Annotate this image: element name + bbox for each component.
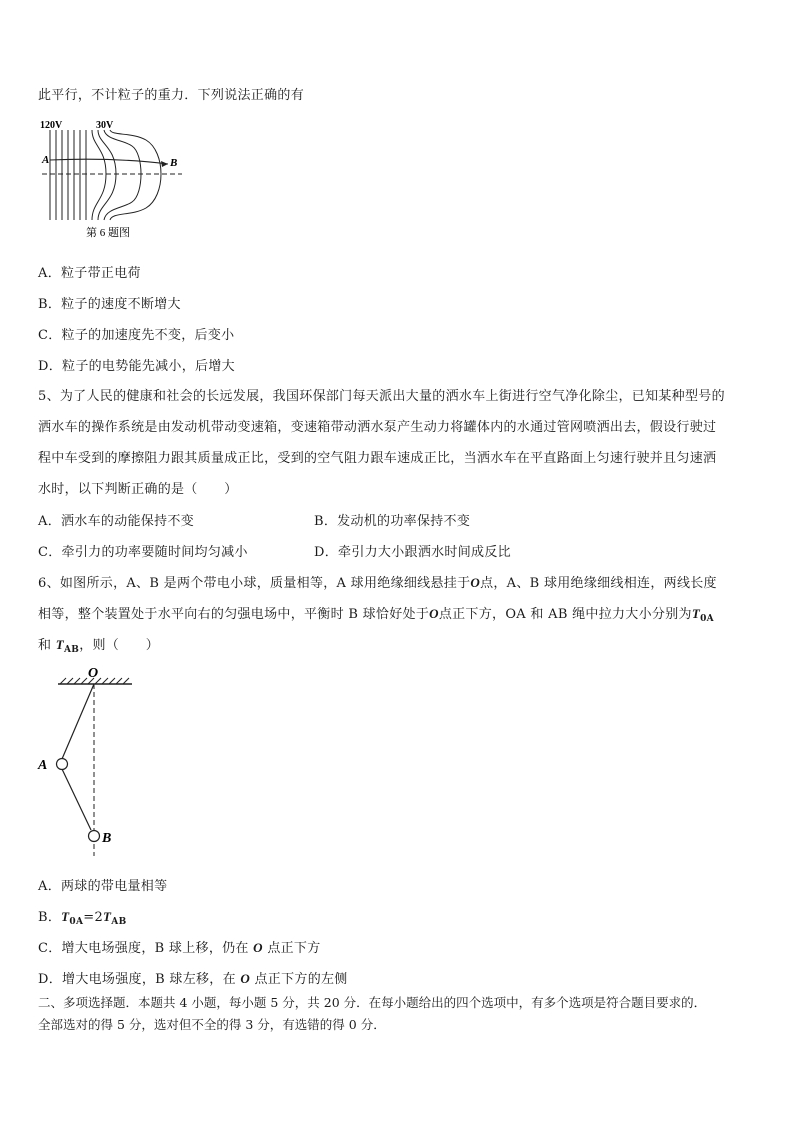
label-o: O xyxy=(88,666,99,681)
ball-b xyxy=(89,831,100,842)
q5-line-4: 水时，以下判断正确的是（ ） xyxy=(38,482,238,497)
string-oa xyxy=(62,684,94,759)
q6-line-3: 和 $T_{AB}$，则（ ） xyxy=(38,637,160,655)
label-b: B xyxy=(170,157,178,169)
q6-option-a: A．两球的带电量相等 xyxy=(38,879,168,894)
q5-option-b: B．发动机的功率保持不变 xyxy=(314,514,471,529)
label-a: A xyxy=(38,758,48,773)
arrow-head-icon xyxy=(161,161,168,167)
q5-option-a: A．洒水车的动能保持不变 xyxy=(38,514,194,529)
label-30v: 30V xyxy=(96,120,114,131)
q6-option-b: B．$T_{0A}=2T_{AB}$ xyxy=(38,909,127,927)
label-b: B xyxy=(102,831,112,846)
string-ab xyxy=(62,769,91,830)
q5-option-d: D．牵引力大小跟洒水时间成反比 xyxy=(314,545,511,560)
q6-option-c: C．增大电场强度，B 球上移，仍在 O 点正下方 xyxy=(38,940,321,956)
q5-line-3: 程中车受到的摩擦阻力跟其质量成正比，受到的空气阻力跟车速成正比，当洒水车在平直路面上匀速行驶并且匀速洒 xyxy=(38,451,717,466)
q4-figure xyxy=(36,116,196,244)
q6-line-1: 6、如图所示，A、B 是两个带电小球，质量相等，A 球用绝缘细线悬挂于O点，A、B 球用绝缘细线相连，两线长度 xyxy=(38,575,717,591)
q5-option-c: C．牵引力的功率要随时间均匀减小 xyxy=(38,545,248,560)
q4-option-a: A．粒子带正电荷 xyxy=(38,266,141,281)
q4-option-c: C．粒子的加速度先不变，后变小 xyxy=(38,328,235,343)
label-a: A xyxy=(42,154,50,166)
section2-line-1: 二、多项选择题．本题共 4 小题，每小题 5 分，共 20 分．在每小题给出的四个选项中，有多个选项是符合题目要求的． xyxy=(38,995,707,1010)
figure-caption: 第 6 题图 xyxy=(86,227,130,239)
q4-option-b: B．粒子的速度不断增大 xyxy=(38,297,181,312)
ball-a xyxy=(57,759,68,770)
section2-line-2: 全部选对的得 5 分，选对但不全的得 3 分，有选错的得 0 分． xyxy=(38,1017,386,1032)
q6-option-d: D．增大电场强度，B 球左移，在 O 点正下方的左侧 xyxy=(38,971,348,987)
q6-line-2: 相等，整个装置处于水平向右的匀强电场中，平衡时 B 球恰好处于O点正下方，OA 和 AB 绳中拉力大小分别为$T_{0A}$ xyxy=(38,606,714,624)
q5-line-1: 5、为了人民的健康和社会的长远发展，我国环保部门每天派出大量的洒水车上街进行空气净化除尘，已知某种型号的 xyxy=(38,389,725,404)
label-120v: 120V xyxy=(40,120,63,131)
q5-line-2: 洒水车的操作系统是由发动机带动变速箱，变速箱带动洒水泵产生动力将罐体内的水通过管网喷洒出去，假设行驶过 xyxy=(38,420,717,435)
q4-option-d: D．粒子的电势能先减小，后增大 xyxy=(38,359,235,374)
q4-intro-tail: 此平行，不计粒子的重力．下列说法正确的有 xyxy=(38,88,305,103)
equipotential-lines xyxy=(50,130,161,220)
q6-figure xyxy=(34,662,144,860)
